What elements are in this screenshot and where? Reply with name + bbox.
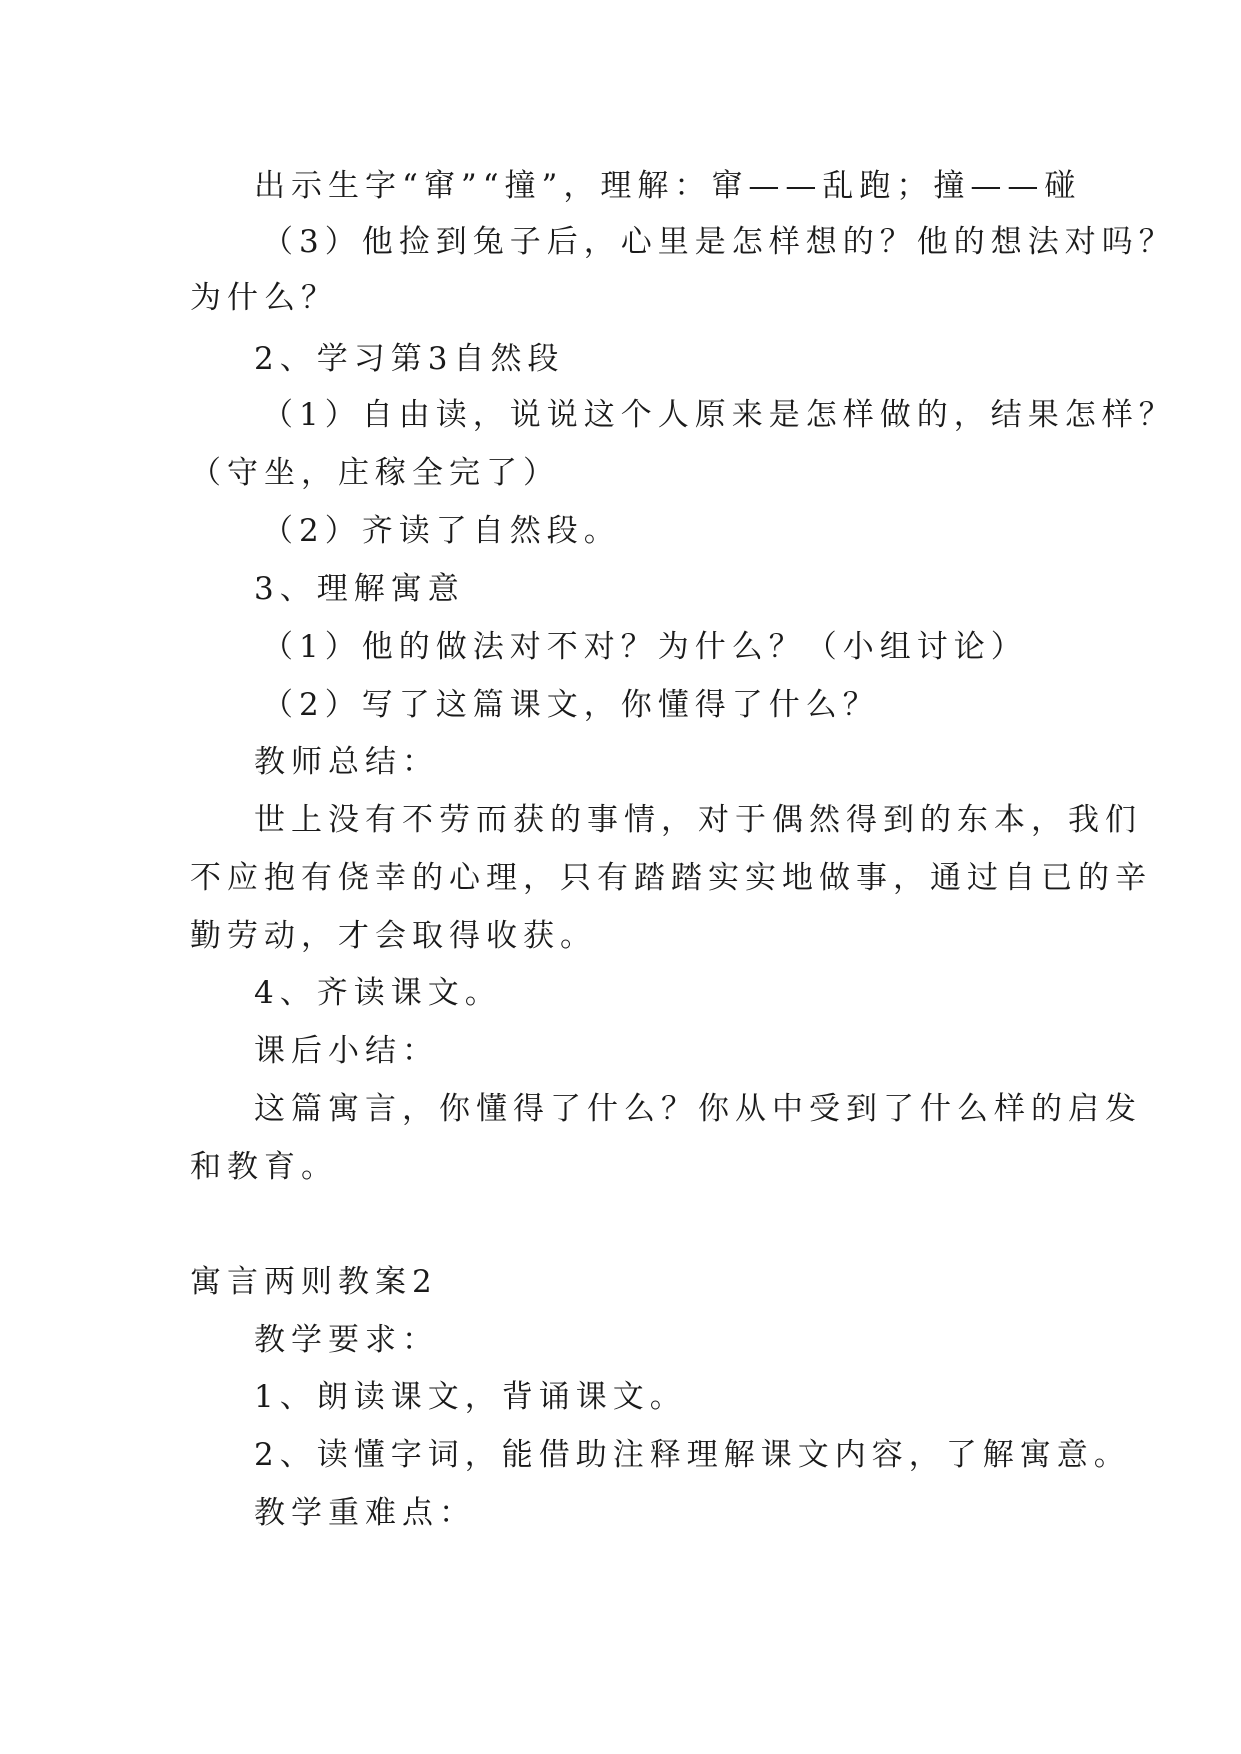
text-line-6: （守坐，庄稼全完了） [190,455,560,491]
text-line-15: 4、齐读课文。 [254,975,502,1011]
text-line-4: 2、学习第3自然段 [254,341,565,377]
text-line-1: 出示生字“窜”“撞”，理解：窜——乱跑；撞——碰 [254,168,1082,204]
text-line-16: 课后小结： [254,1033,439,1069]
text-line-3: 为什么？ [190,280,338,316]
text-line-9: （1）他的做法对不对？为什么？（小组讨论） [262,629,1028,665]
text-line-11: 教师总结： [254,744,439,780]
text-line-18: 和教育。 [190,1149,338,1185]
text-line-8: 3、理解寓意 [254,571,465,607]
text-line-10: （2）写了这篇课文，你懂得了什么？ [262,687,880,723]
text-line-2: （3）他捡到兔子后，心里是怎样想的？他的想法对吗？ [262,224,1176,260]
text-line-5: （1）自由读，说说这个人原来是怎样做的，结果怎样？ [262,397,1176,433]
text-line-22: 2、读懂字词，能借助注释理解课文内容，了解寓意。 [254,1437,1131,1473]
text-line-17: 这篇寓言，你懂得了什么？你从中受到了什么样的启发 [254,1091,1142,1127]
text-line-14: 勤劳动，才会取得收获。 [190,918,597,954]
section-heading: 寓言两则教案2 [190,1264,438,1300]
text-line-23: 教学重难点： [254,1495,476,1531]
text-line-13: 不应抱有侥幸的心理，只有踏踏实实地做事，通过自已的辛 [190,860,1152,896]
text-line-21: 1、朗读课文，背诵课文。 [254,1379,687,1415]
text-line-7: （2）齐读了自然段。 [262,513,621,549]
text-line-20: 教学要求： [254,1322,439,1358]
text-line-12: 世上没有不劳而获的事情，对于偶然得到的东本，我们 [254,802,1142,838]
